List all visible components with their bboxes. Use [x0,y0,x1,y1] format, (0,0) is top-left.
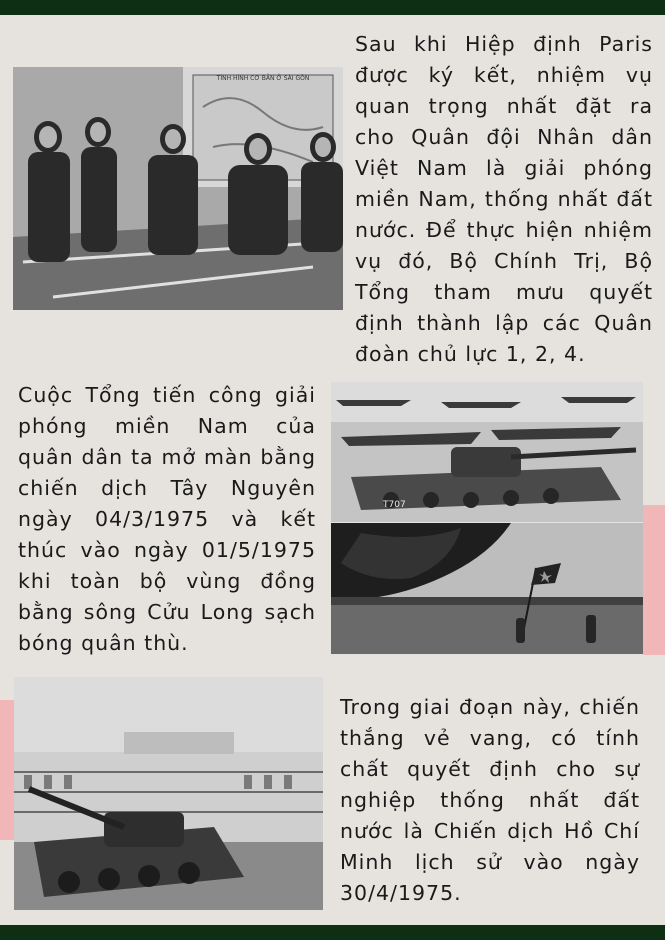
map-title: TÌNH HÌNH CƠ BẢN Ở SÀI GÒN [216,75,310,82]
paragraph-general-offensive: Cuộc Tổng tiến công giải phóng miền Nam của quân dân ta mở màn bằng chiến dịch Tây Nguyên ngày 04/3/1975 và kết thúc vào ngày 01/5/1975 khi toàn bộ vùng đồng bằng sông Cửu Long sạch bóng quân thù. [18,383,316,655]
photo-generals-planning [13,67,343,310]
photo-boats-and-tank [331,382,643,522]
photo-tank-palace [14,677,323,910]
tank-number: T707 [383,500,406,510]
photo-smoke-and-flag [331,523,643,654]
pink-accent-left [0,700,14,840]
paragraph-ho-chi-minh-campaign: Trong giai đoạn này, chiến thắng vẻ vang, có tính chất quyết định cho sự nghiệp thống nhất đất nước là Chiến dịch Hồ Chí Minh lịch sử vào ngày 30/4/1975. [340,695,640,905]
pink-accent-right [643,505,665,655]
paragraph-paris-accords: Sau khi Hiệp định Paris được ký kết, nhiệm vụ quan trọng nhất đặt ra cho Quân đội Nhân dân Việt Nam là giải phóng miền Nam, thống nhất đất nước. Để thực hiện nhiệm vụ đó, Bộ Chính Trị, Bộ Tổng tham mưu quyết định thành lập các Quân đoàn chủ lực 1, 2, 4. [355,32,653,366]
bottom-frame-bar [0,925,665,940]
top-frame-bar [0,0,665,15]
